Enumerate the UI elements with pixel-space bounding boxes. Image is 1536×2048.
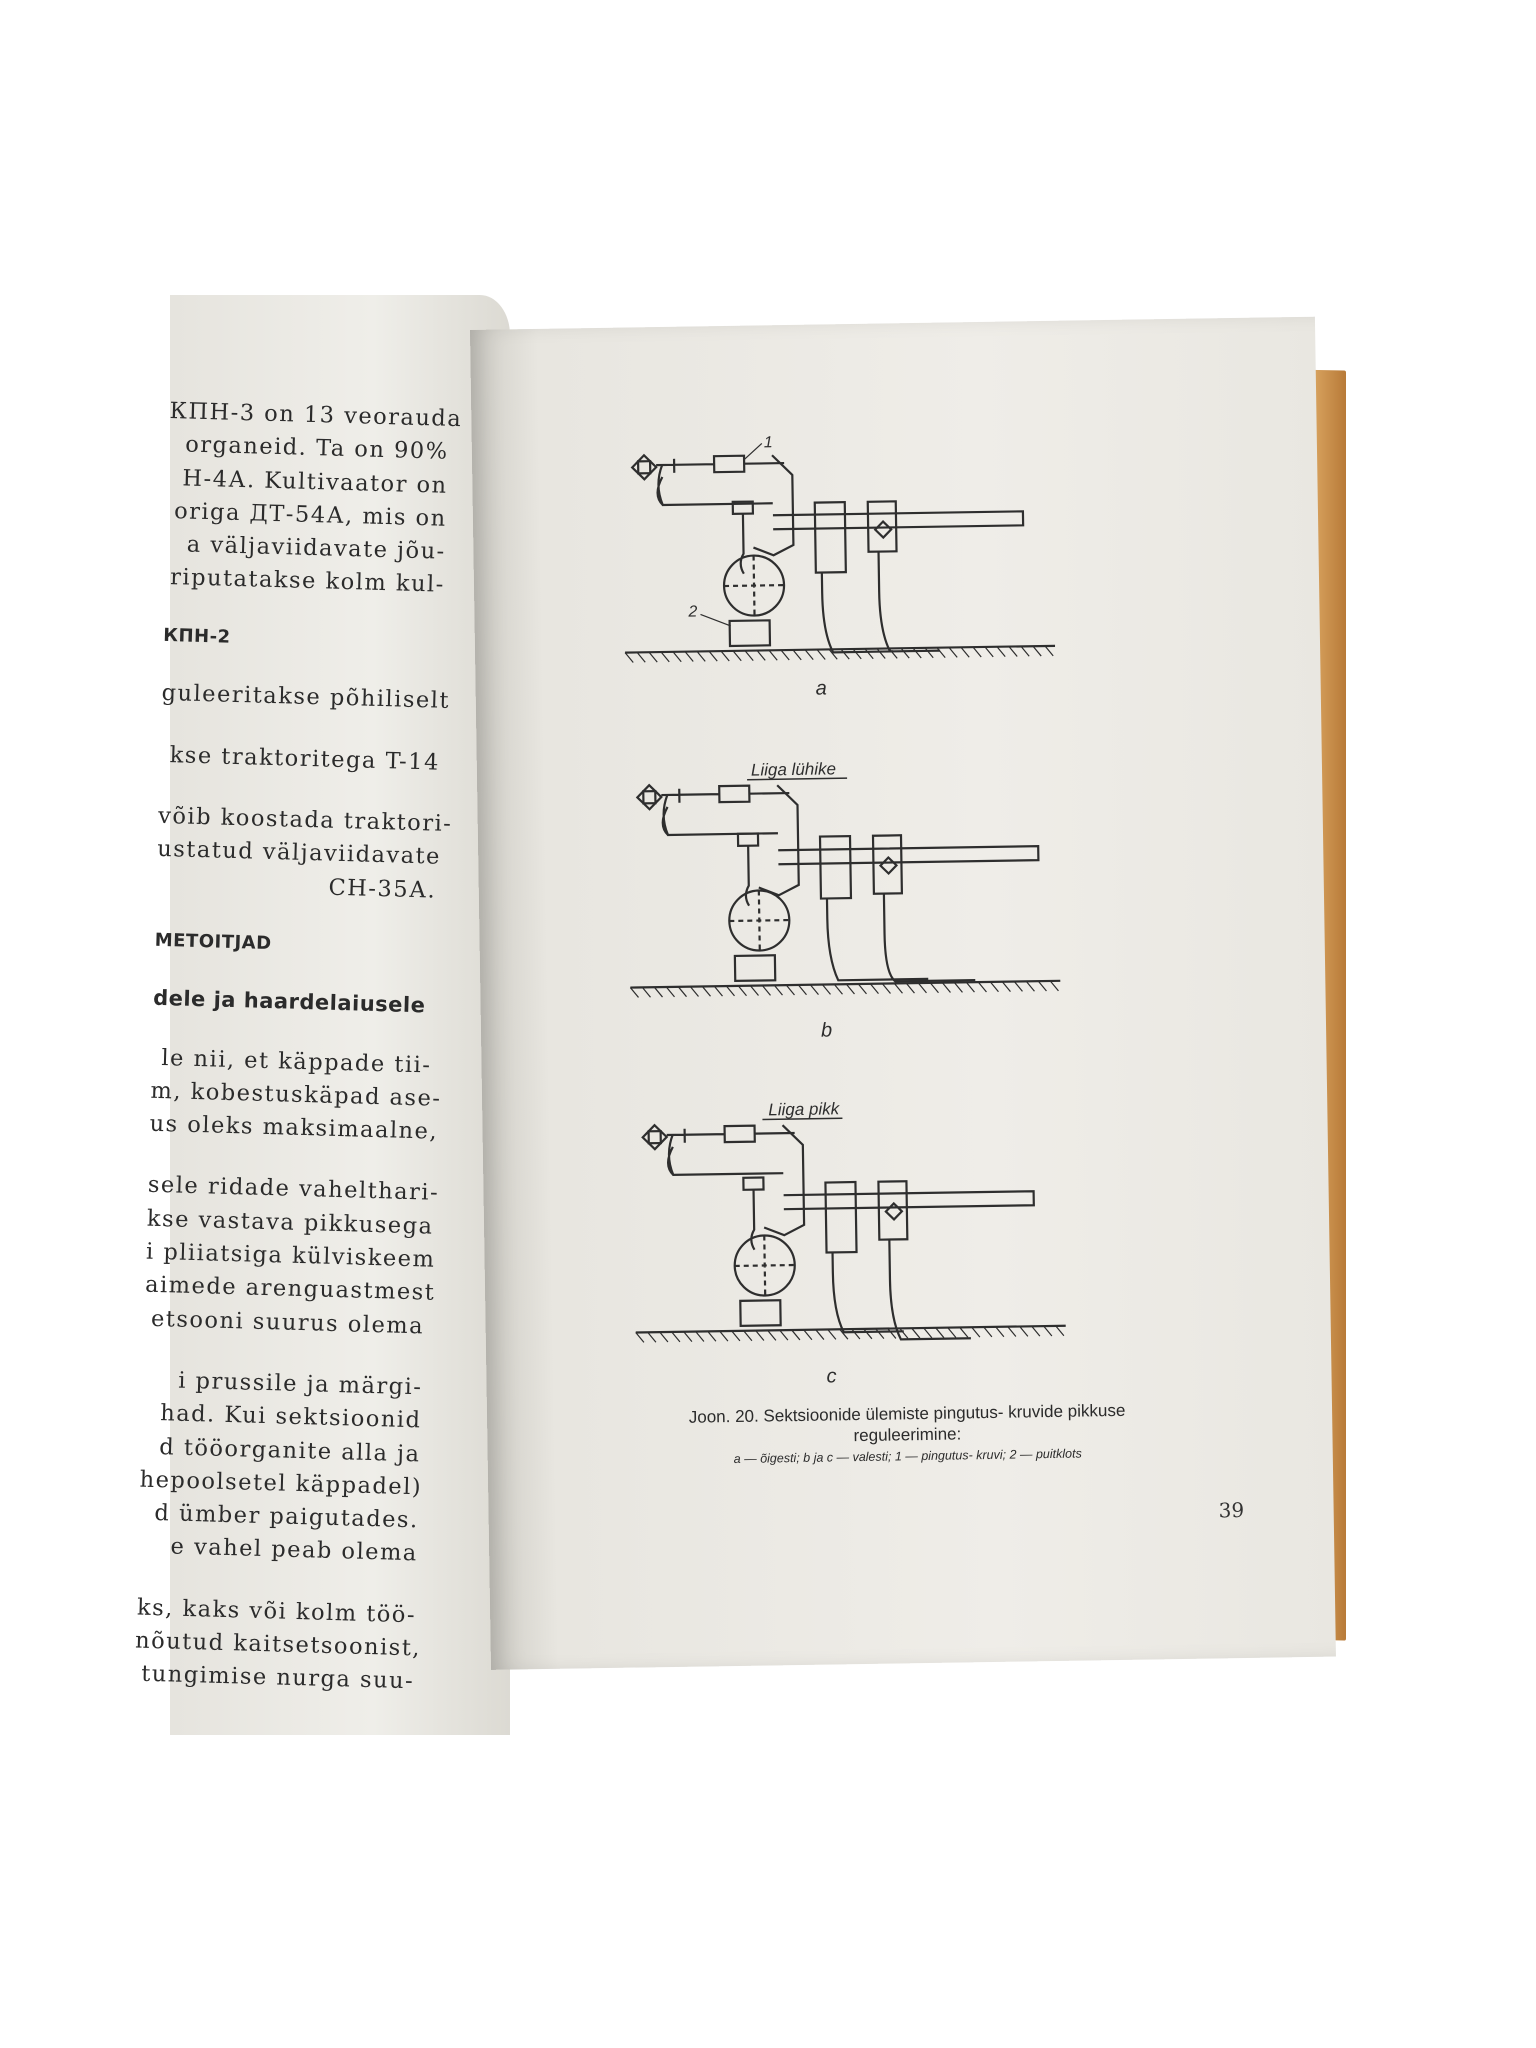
figure-c <box>632 1091 1077 1398</box>
text-line: had. Kui sektsioonid <box>159 1400 422 1434</box>
text-line: riputatakse kolm kul- <box>169 564 446 599</box>
text-line: sele ridade vahelthari- <box>147 1172 440 1207</box>
callout-2: 2 <box>688 603 698 621</box>
text-line: tungimise nurga suu- <box>140 1661 415 1695</box>
text-line: kse vastava pikkusega <box>146 1205 434 1240</box>
text-line: i pliiatsiga külviskeem <box>145 1238 436 1273</box>
caption-title: Joon. 20. Sektsioonide ülemiste pingutus- kruvide pikkuse reguleerimine: <box>688 1400 1126 1446</box>
figure-letter-a: a <box>815 677 827 700</box>
text-line: d tööorganite alla ja <box>158 1433 421 1467</box>
text-line: hepoolsetel käppadel) <box>139 1466 423 1501</box>
text-line: aimede arenguastmest <box>144 1272 436 1307</box>
text-line: СН-35А. <box>328 874 437 904</box>
note-too-long: Liiga pikk <box>768 1099 840 1120</box>
figure-b <box>627 751 1072 1048</box>
text-line: i prussile ja märgi- <box>177 1367 423 1401</box>
figure-caption <box>677 1400 1138 1468</box>
text-line: КПН-3 on 13 veorauda <box>169 397 463 433</box>
text-line: guleeritakse põhiliselt <box>161 680 451 715</box>
text-line: e vahel peab olema <box>170 1533 419 1567</box>
cultivator-drawing-c <box>632 1091 1077 1398</box>
subsection-heading: dele ja haardelaiusele <box>152 985 426 1017</box>
text-line: kse traktoritega T-14 <box>169 741 441 776</box>
text-line: m, kobestuskäpad ase- <box>150 1077 442 1112</box>
text-line: Н-4А. Kultivaator on <box>182 464 448 499</box>
figure-a <box>622 431 1066 718</box>
figure-letter-b: b <box>820 1019 833 1042</box>
section-heading: КПН-2 <box>162 624 231 648</box>
left-page-text <box>134 395 463 1699</box>
text-line: origa ДТ-54А, mis on <box>173 498 448 532</box>
right-page <box>470 317 1336 1670</box>
page-number: 39 <box>1218 1497 1245 1523</box>
figure-letter-c: c <box>826 1365 837 1388</box>
text-line: us oleks maksimaalne, <box>149 1110 439 1145</box>
text-line: ustatud väljaviidavate <box>156 836 442 871</box>
cultivator-drawing-a <box>622 431 1066 718</box>
caption-legend: a — õigesti; b ja c — valesti; 1 — pingutus- kruvi; 2 — puitklots <box>733 1446 1082 1466</box>
text-line: ks, kaks või kolm töö- <box>136 1594 417 1629</box>
cultivator-drawing-b <box>627 751 1072 1048</box>
text-line: võib koostada traktori- <box>157 802 453 838</box>
left-page <box>134 295 510 1735</box>
section-heading: METOITJAD <box>154 929 272 954</box>
text-line: a väljaviidavate jõu- <box>186 531 447 565</box>
text-line: d ümber paigutades. <box>154 1500 420 1534</box>
text-line: organeid. Ta on 90% <box>184 431 449 466</box>
note-too-short: Liiga lühike <box>750 759 837 780</box>
text-line: etsooni suurus olema <box>150 1305 425 1340</box>
text-line: nõutud kaitsetsoonist, <box>134 1627 422 1662</box>
text-line: le nii, et käppade tii- <box>161 1044 432 1079</box>
callout-1: 1 <box>763 434 773 452</box>
